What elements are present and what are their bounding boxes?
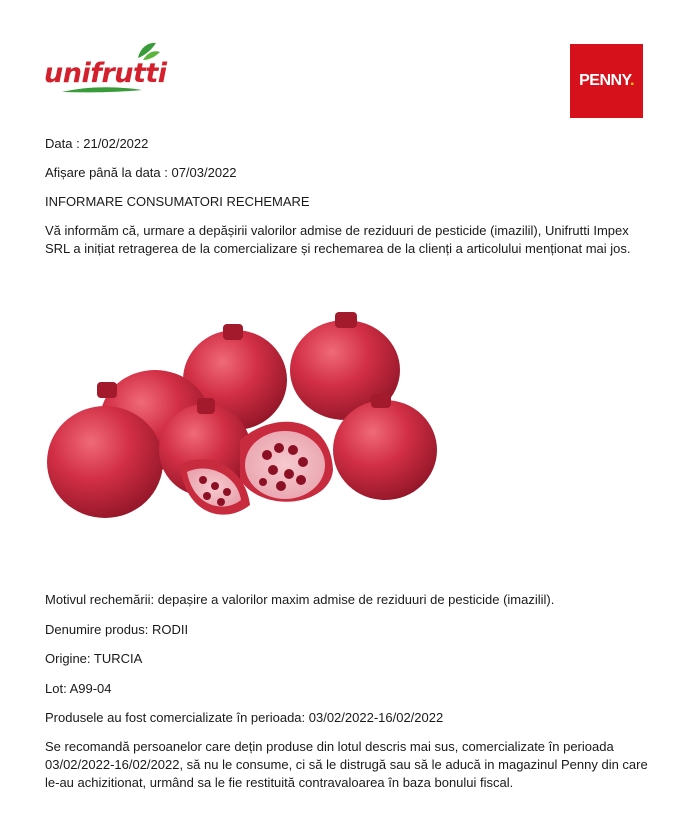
display-until-line: Afișare până la data : 07/03/2022 <box>45 165 237 180</box>
intro-paragraph: Vă informăm că, urmare a depășirii valorilor admise de reziduuri de pesticide (imazilil), Unifrutti Impex SRL a inițiat retragerea de la comercializare și rechemarea de la clienți a articolului menționat mai jos. <box>45 223 631 256</box>
product-lot: Lot: A99-04 <box>45 681 112 696</box>
product-origin: Origine: TURCIA <box>45 651 143 666</box>
unifrutti-logo <box>42 40 172 102</box>
notice-heading: INFORMARE CONSUMATORI RECHEMARE <box>45 194 310 209</box>
penny-logo-text: PENNY. <box>579 72 634 89</box>
pomegranate-photo <box>45 290 445 535</box>
penny-logo <box>570 44 643 118</box>
unifrutti-logo-text: unifrutti <box>44 58 167 89</box>
sale-period: Produsele au fost comercializate în perioada: 03/02/2022-16/02/2022 <box>45 710 444 725</box>
recommendation-paragraph: Se recomandă persoanelor care dețin produse din lotul descris mai sus, comercializate în perioada 03/02/2022-16/02/2022, să nu le consume, ci să le distrugă sau să le aducă in magazinul Penny din care le-au achizitionat, urmând sa le fie restituită contravaloarea în baza bonului fiscal. <box>45 739 648 790</box>
recall-reason: Motivul rechemării: depașire a valorilor maxim admise de reziduuri de pesticide (imazilil). <box>45 592 555 607</box>
product-name: Denumire produs: RODII <box>45 622 189 637</box>
date-line: Data : 21/02/2022 <box>45 136 149 151</box>
